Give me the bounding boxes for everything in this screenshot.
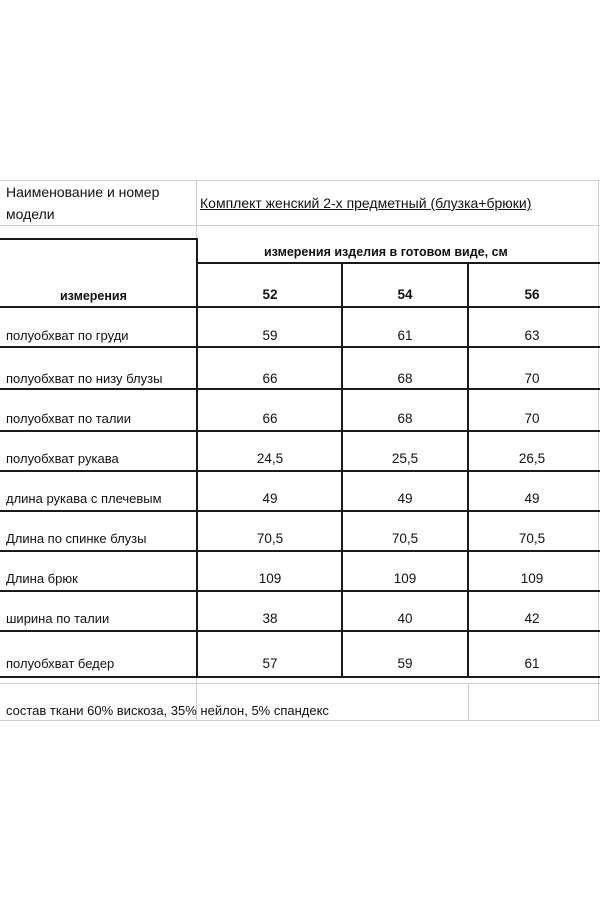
cell-56: 63 <box>524 328 540 343</box>
table-border <box>0 238 196 240</box>
cell-52: 59 <box>262 328 278 343</box>
cell-54: 70,5 <box>391 531 419 546</box>
row-label: Длина брюк <box>6 571 78 586</box>
grid-line <box>0 180 600 181</box>
cell-52: 70,5 <box>256 531 284 546</box>
cell-56: 109 <box>520 571 544 586</box>
cell-56: 70 <box>524 371 540 386</box>
table-border <box>196 262 600 264</box>
size-header-56: 56 <box>524 287 540 302</box>
row-border <box>0 630 600 632</box>
row-label: ширина по талии <box>6 611 110 626</box>
cell-56: 61 <box>524 656 540 671</box>
model-label-line1: Наименование и номер <box>6 184 160 200</box>
row-label: полуобхват бедер <box>6 656 115 671</box>
model-label-line2: модели <box>6 206 55 222</box>
grid-line <box>0 720 600 721</box>
cell-54: 109 <box>393 571 417 586</box>
grid-line <box>0 683 600 684</box>
row-label: полуобхват по талии <box>6 411 131 426</box>
cell-54: 40 <box>397 611 413 626</box>
grid-line <box>598 180 599 720</box>
cell-52: 66 <box>262 371 278 386</box>
row-border <box>0 676 600 678</box>
row-border <box>0 550 600 552</box>
cell-56: 70 <box>524 411 540 426</box>
cell-54: 59 <box>397 656 413 671</box>
cell-52: 109 <box>258 571 282 586</box>
row-border <box>0 590 600 592</box>
table-border <box>0 306 600 308</box>
cell-52: 24,5 <box>256 451 284 466</box>
group-header: измерения изделия в готовом виде, см <box>264 245 508 259</box>
fabric-composition: состав ткани 60% вискоза, 35% нейлон, 5% спандекс <box>6 703 329 718</box>
table-border <box>196 238 198 678</box>
row-label: Длина по спинке блузы <box>6 531 147 546</box>
cell-52: 49 <box>262 491 278 506</box>
cell-52: 38 <box>262 611 278 626</box>
table-border <box>341 262 343 676</box>
cell-56: 49 <box>524 491 540 506</box>
cell-52: 66 <box>262 411 278 426</box>
size-header-54: 54 <box>397 287 413 302</box>
cell-52: 57 <box>262 656 278 671</box>
cell-56: 70,5 <box>518 531 546 546</box>
cell-54: 25,5 <box>391 451 419 466</box>
row-label: длина рукава с плечевым <box>6 491 162 506</box>
cell-56: 26,5 <box>518 451 546 466</box>
row-label: полуобхват по груди <box>6 328 129 343</box>
row-border <box>0 510 600 512</box>
model-name: Комплект женский 2-х предметный (блузка+брюки) <box>200 195 532 211</box>
row-border <box>0 470 600 472</box>
grid-line <box>0 225 600 226</box>
cell-54: 68 <box>397 371 413 386</box>
row-label: полуобхват рукава <box>6 451 119 466</box>
cell-56: 42 <box>524 611 540 626</box>
size-header-52: 52 <box>262 287 278 302</box>
row-header: измерения <box>60 289 127 303</box>
cell-54: 61 <box>397 328 413 343</box>
table-border <box>467 262 469 676</box>
row-border <box>0 430 600 432</box>
grid-line <box>468 683 469 720</box>
cell-54: 68 <box>397 411 413 426</box>
cell-54: 49 <box>397 491 413 506</box>
row-border <box>0 388 600 390</box>
row-label: полуобхват по низу блузы <box>6 371 163 386</box>
row-border <box>0 346 600 348</box>
